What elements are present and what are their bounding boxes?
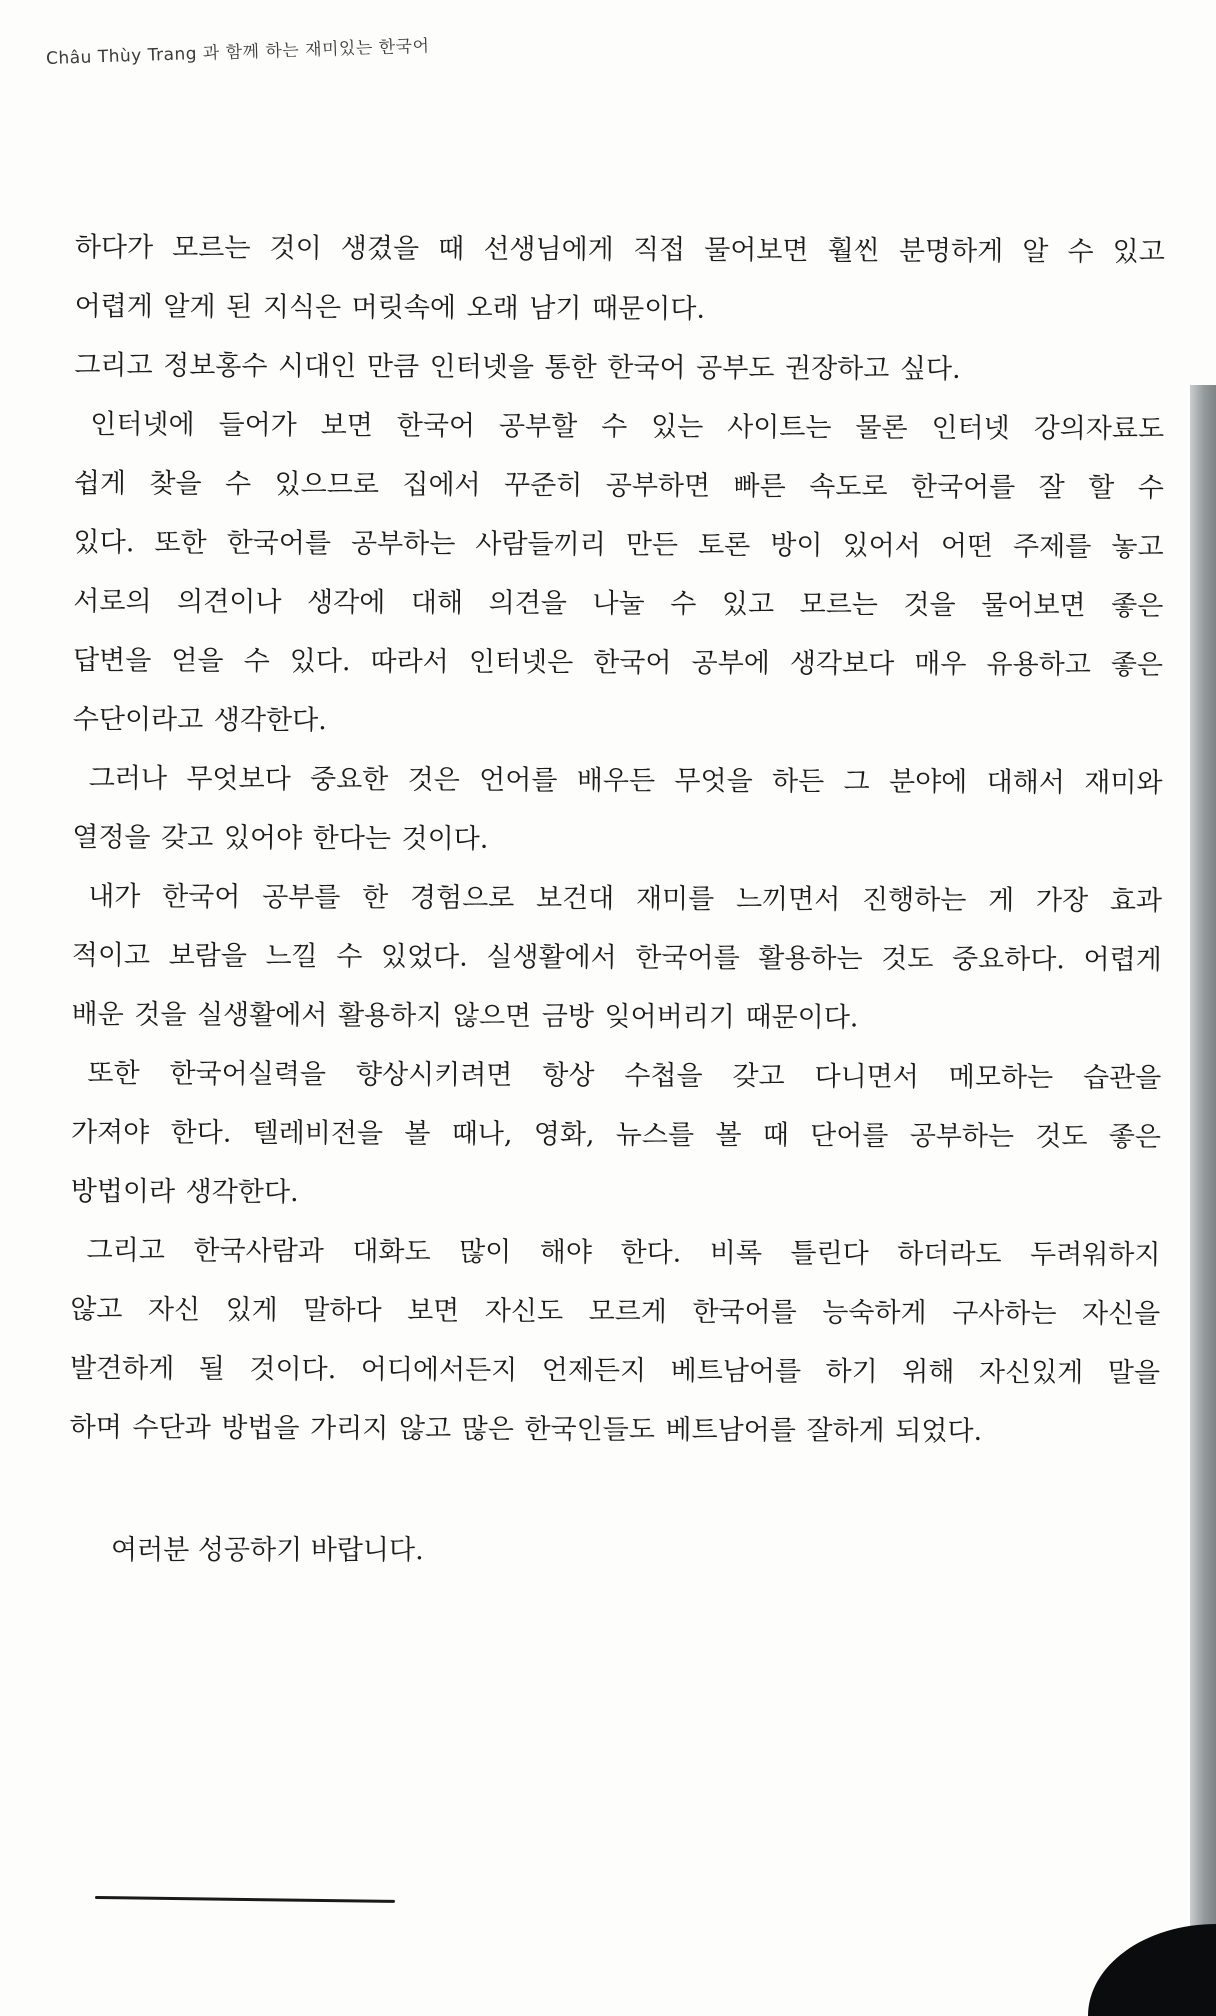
text-line: 열정을 갖고 있어야 한다는 것이다.: [72, 821, 489, 855]
scan-edge-shadow: [1190, 385, 1216, 2016]
text-line: 어렵게 알게 된 지식은 머릿속에 오래 남기 때문이다.: [74, 290, 706, 325]
text-line: 있다. 또한 한국어를 공부하는 사람들끼리 만든 토론 방이 있어서 어떤 주제를 놓고: [73, 526, 1164, 563]
text-line: 그러나 무엇보다 중요한 것은 언어를 배우든 무엇을 하든 그 분야에 대해서 재미와: [88, 763, 1163, 799]
body-text: [70, 218, 1165, 1462]
closing-line: 여러분 성공하기 바랍니다.: [111, 1535, 424, 1566]
text-line: 또한 한국어실력을 향상시키려면 항상 수첩을 갖고 다니면서 메모하는 습관을: [87, 1058, 1162, 1094]
text-line: 그리고 정보홍수 시대인 만큼 인터넷을 통한 한국어 공부도 권장하고 싶다.: [74, 349, 961, 385]
page-corner-shadow: [1088, 1924, 1216, 2016]
text-line: 적이고 보람을 느낄 수 있었다. 실생활에서 한국어를 활용하는 것도 중요하다. 어렵게: [71, 939, 1162, 976]
running-head: Châu Thùy Trang 과 함께 하는 재미있는 한국어: [45, 36, 430, 69]
text-line: 발견하게 될 것이다. 어디에서든지 언제든지 베트남어를 하기 위해 자신있게 말을: [69, 1352, 1161, 1389]
text-line: 쉽게 찾을 수 있으므로 집에서 꾸준히 공부하면 빠른 속도로 한국어를 잘 할 수: [73, 467, 1164, 504]
text-line: 인터넷에 들어가 보면 한국어 공부할 수 있는 사이트는 물론 인터넷 강의자료도: [90, 409, 1165, 445]
text-line: 수단이라고 생각한다.: [72, 703, 327, 737]
text-line: 답변을 얻을 수 있다. 따라서 인터넷은 한국어 공부에 생각보다 매우 유용하고 좋은: [73, 644, 1164, 681]
text-line: 하다가 모르는 것이 생겼을 때 선생님에게 직접 물어보면 훨씬 분명하게 알 수 있고: [74, 231, 1165, 268]
text-line: 가져야 한다. 텔레비전을 볼 때나, 영화, 뉴스를 볼 때 단어를 공부하는 것도 좋은: [70, 1116, 1162, 1153]
text-line: 하며 수단과 방법을 가리지 않고 많은 한국인들도 베트남어를 잘하게 되었다.: [69, 1411, 983, 1447]
text-line: 않고 자신 있게 말하다 보면 자신도 모르게 한국어를 능숙하게 구사하는 자신을: [70, 1293, 1161, 1330]
text-line: 방법이라 생각한다.: [70, 1175, 299, 1208]
text-line: 내가 한국어 공부를 한 경험으로 보건대 재미를 느끼면서 진행하는 게 가장 효과: [88, 881, 1163, 917]
text-line: 그리고 한국사람과 대화도 많이 해야 한다. 비록 틀린다 하더라도 두려워하지: [86, 1235, 1161, 1271]
text-line: 배운 것을 실생활에서 활용하지 않으면 금방 잊어버리기 때문이다.: [71, 998, 859, 1034]
text-line: 서로의 의견이나 생각에 대해 의견을 나눌 수 있고 모르는 것을 물어보면 좋은: [73, 585, 1164, 622]
footnote-rule: [95, 1896, 395, 1903]
